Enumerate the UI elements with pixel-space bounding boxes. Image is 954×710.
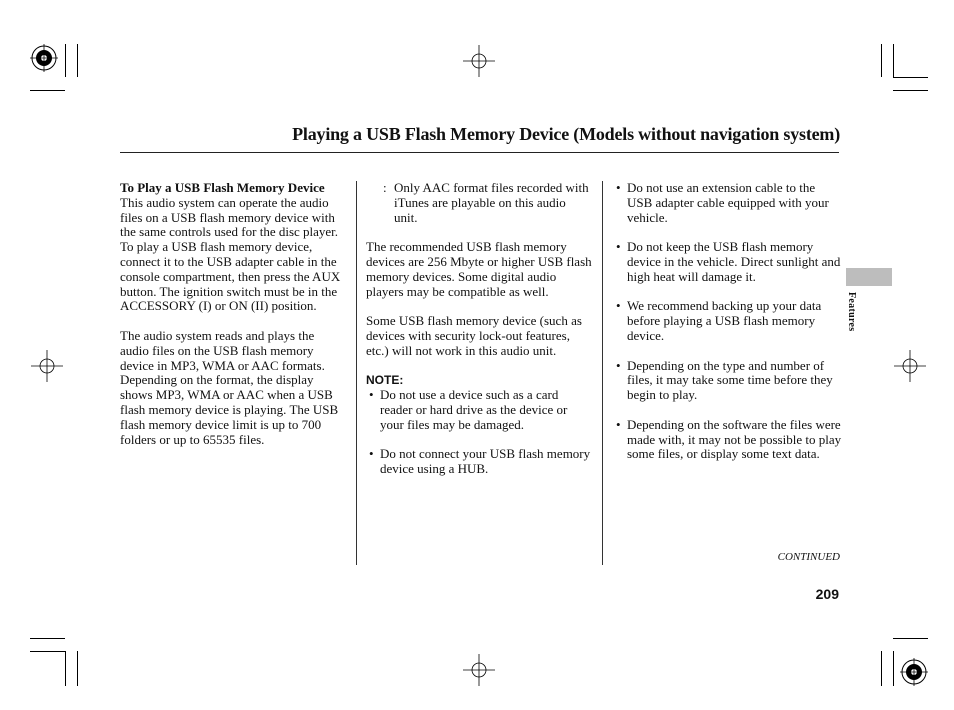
- note-label: NOTE:: [366, 373, 404, 388]
- section-heading: To Play a USB Flash Memory Device: [120, 180, 325, 195]
- note-list: [369, 388, 592, 477]
- crosshair-left-icon: [31, 350, 63, 382]
- title-rule: [120, 152, 839, 153]
- registration-mark-bottom-right-icon: [900, 658, 928, 686]
- list-item: • Depending on the software the files were made with, it may not be possible to play some files, or display some text data.: [616, 418, 842, 462]
- column-2: [366, 181, 592, 492]
- list-item: • Do not keep the USB flash memory device in the vehicle. Direct sunlight and high heat will damage it.: [616, 240, 842, 284]
- note-list-continued: [616, 181, 842, 462]
- crosshair-top-icon: [463, 45, 495, 77]
- column-3: [616, 181, 842, 477]
- page-number: 209: [815, 586, 839, 602]
- list-item: • Depending on the type and number of files, it may take some time before they begin to play.: [616, 359, 842, 403]
- paragraph: This audio system can operate the audio files on a USB flash memory device with the same controls used for the disc player. To play a USB flash memory device, connect it to the USB adapter cable in the console compartment, then press the AUX button. The ignition switch must be in the ACCESSORY (I) or ON (II) position.: [120, 194, 341, 314]
- paragraph: The recommended USB flash memory devices are 256 Mbyte or higher USB flash memory devices. Some digital audio players may be compatible as well.: [366, 239, 592, 299]
- list-item: • Do not connect your USB flash memory device using a HUB.: [369, 447, 592, 477]
- continued-label: CONTINUED: [777, 551, 840, 563]
- registration-mark-top-left-icon: [30, 44, 58, 72]
- column-divider-2: [602, 181, 603, 565]
- column-divider-1: [356, 181, 357, 565]
- paragraph: The audio system reads and plays the audio files on the USB flash memory device in MP3, WMA or AAC formats. Depending on the format, the display shows MP3, WMA or AAC when a USB flash memory device is playing. The USB flash memory device limit is up to 700 folders or up to 65535 files.: [120, 327, 339, 447]
- paragraph: Some USB flash memory device (such as devices with security lock-out features, etc.) will not work in this audio unit.: [366, 313, 582, 358]
- column-1: [120, 181, 346, 462]
- list-item: • We recommend backing up your data before playing a USB flash memory device.: [616, 299, 842, 343]
- crosshair-bottom-icon: [463, 654, 495, 686]
- section-tab-label: Features: [846, 292, 857, 332]
- crosshair-right-icon: [894, 350, 926, 382]
- page-title: Playing a USB Flash Memory Device (Models without navigation system): [292, 124, 840, 144]
- footnote-text: Only AAC format files recorded with iTunes are playable on this audio unit.: [394, 180, 589, 225]
- section-tab: [846, 268, 892, 286]
- footnote-mark: :: [383, 180, 387, 195]
- list-item: • Do not use an extension cable to the USB adapter cable equipped with your vehicle.: [616, 181, 842, 225]
- list-item: • Do not use a device such as a card reader or hard drive as the device or your files may be damaged.: [369, 388, 592, 432]
- footnote: [366, 181, 592, 225]
